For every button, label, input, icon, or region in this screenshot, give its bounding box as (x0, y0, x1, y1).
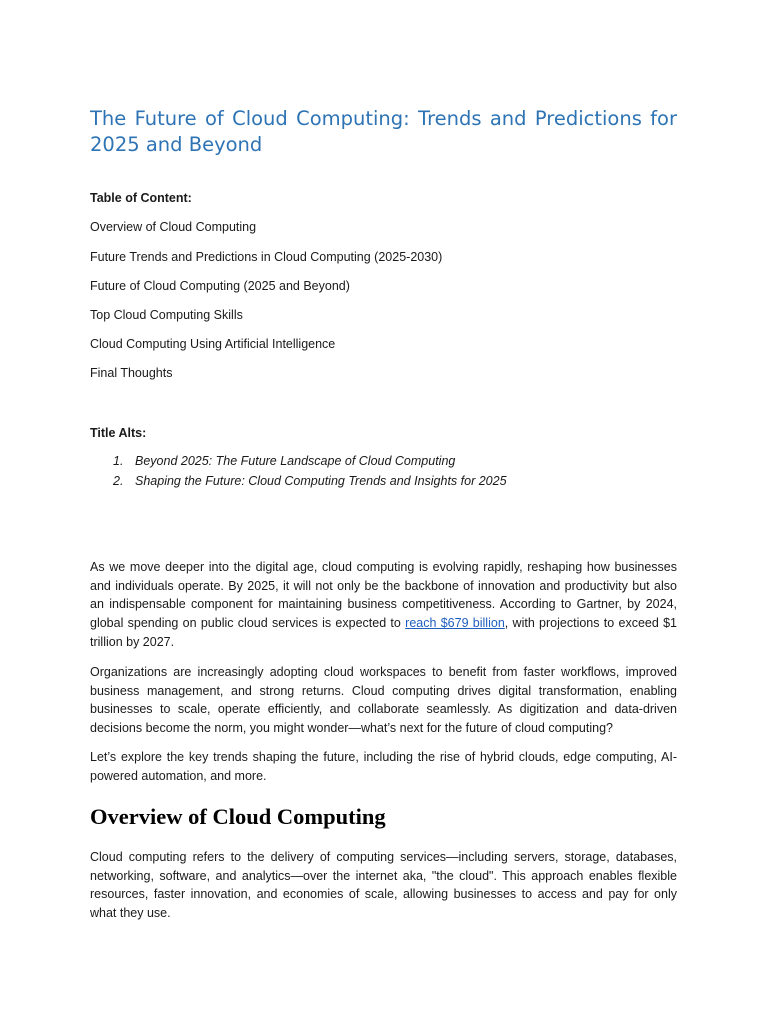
toc-item: Future Trends and Predictions in Cloud Computing (2025-2030) (90, 250, 443, 264)
title-alts-heading: Title Alts: (90, 426, 147, 440)
overview-heading: Overview of Cloud Computing (90, 804, 386, 829)
overview-paragraph: Cloud computing refers to the delivery of computing services—including servers, storage, databases, networking, software, and analytics—over the internet aka, "the cloud". This approach enables flexible resources, faster innovation, and economies of scale, allowing businesses to access and pay for only what they use. (90, 850, 677, 921)
list-number: 1. (113, 454, 124, 468)
title-alt-text: Shaping the Future: Cloud Computing Trends and Insights for 2025 (135, 473, 507, 488)
toc-item: Final Thoughts (90, 366, 173, 380)
toc-item: Top Cloud Computing Skills (90, 308, 243, 322)
toc-item: Overview of Cloud Computing (90, 220, 257, 234)
toc-item: Cloud Computing Using Artificial Intelligence (90, 337, 336, 351)
title-alt-text: Beyond 2025: The Future Landscape of Cloud Computing (135, 454, 456, 468)
toc-heading: Table of Content: (90, 191, 192, 205)
intro-text-after-link: , with projections to exceed $1 trillion by 2027. (90, 616, 677, 649)
intro-text-before-link: As we move deeper into the digital age, cloud computing is evolving rapidly, reshaping how businesses and individuals operate. By 2025, it will not only be the backbone of innovation and productivity but also an indispensable component for maintaining business competitiveness. According to Gartner, by 2024, global spending on public cloud services is expected to (90, 560, 677, 631)
document-title: The Future of Cloud Computing: Trends and Predictions for 2025 and Beyond (90, 107, 677, 156)
toc-item: Future of Cloud Computing (2025 and Beyond) (90, 279, 350, 293)
list-number: 2. (113, 473, 124, 488)
intro-paragraph-3: Let’s explore the key trends shaping the future, including the rise of hybrid clouds, edge computing, AI-powered automation, and more. (90, 750, 677, 783)
intro-paragraph-1 (90, 558, 677, 652)
spending-link[interactable]: reach $679 billion (405, 616, 505, 631)
intro-paragraph-2: Organizations are increasingly adopting cloud workspaces to benefit from faster workflows, improved business management, and strong returns. Cloud computing drives digital transformation, enabling businesses to scale, operate efficiently, and collaborate seamlessly. As digitization and data-driven decisions become the norm, you might wonder—what’s next for the future of cloud computing? (90, 665, 677, 736)
